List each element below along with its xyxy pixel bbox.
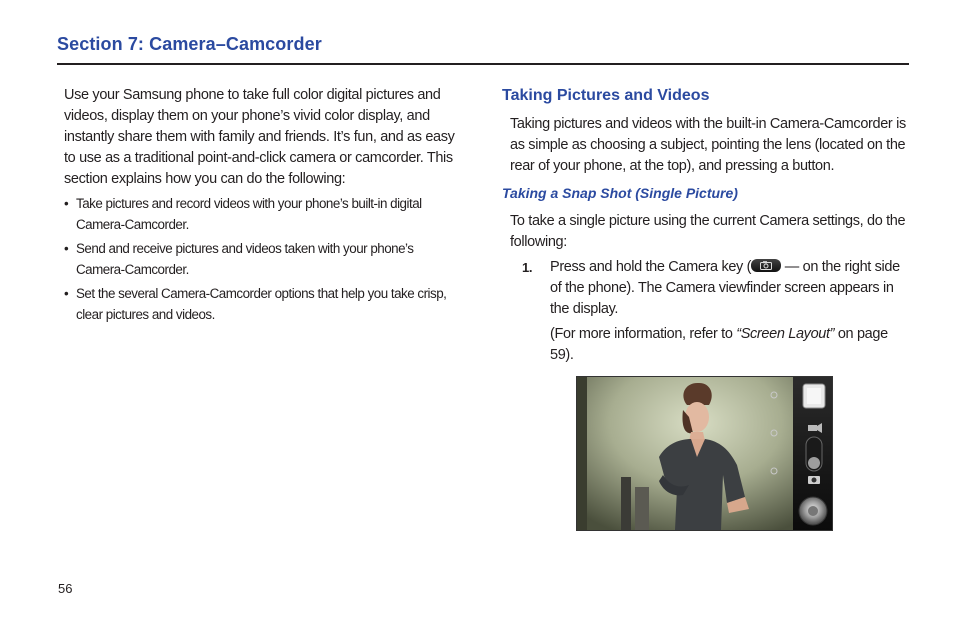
subsection-heading: Taking a Snap Shot (Single Picture) bbox=[502, 185, 738, 201]
step-number: 1. bbox=[522, 260, 533, 275]
section-intro: Taking pictures and videos with the built-in Camera-Camcorder is as simple as choosing a subject, pointing the lens (located on the rear of your phone, at the top), and pressing a button. bbox=[510, 116, 906, 174]
step-text-after: — on the right side of the phone). The Camera viewfinder screen appears in the display. bbox=[550, 259, 900, 317]
intro-paragraph: Use your Samsung phone to take full color digital pictures and videos, display them on your phone’s vivid color display, and instantly share them with family and friends. It’s fun, and as easy to use as a traditional point-and-click camera or camcorder. This section explains how you can do the following: bbox=[64, 87, 455, 187]
screen-layout-link[interactable]: “Screen Layout” bbox=[736, 326, 835, 342]
header-rule bbox=[57, 63, 909, 65]
viewfinder-image bbox=[577, 377, 832, 530]
left-column bbox=[64, 85, 464, 329]
step-1 bbox=[522, 257, 912, 320]
step-text-before: Press and hold the Camera key ( bbox=[550, 259, 752, 275]
bullet-icon: • bbox=[64, 286, 69, 301]
list-item bbox=[64, 194, 464, 235]
list-item-text: Take pictures and record videos with your phone’s built-in digital Camera-Camcorder. bbox=[76, 196, 422, 232]
note-text-after: on page 59). bbox=[550, 326, 888, 363]
camera-key-icon bbox=[751, 259, 781, 272]
list-item-text: Send and receive pictures and videos taken with your phone’s Camera-Camcorder. bbox=[76, 241, 414, 277]
bullet-icon: • bbox=[64, 241, 69, 256]
note-text-before: (For more information, refer to bbox=[550, 326, 737, 342]
camera-viewfinder-screenshot bbox=[576, 376, 833, 531]
list-item bbox=[64, 239, 464, 280]
subsection-intro: To take a single picture using the current Camera settings, do the following: bbox=[510, 213, 906, 250]
list-item bbox=[64, 284, 464, 325]
section-heading: Taking Pictures and Videos bbox=[502, 87, 710, 104]
right-column bbox=[502, 85, 912, 366]
bullet-icon: • bbox=[64, 196, 69, 211]
section-title: Section 7: Camera–Camcorder bbox=[57, 34, 322, 54]
reference-note bbox=[550, 324, 912, 366]
list-item-text: Set the several Camera-Camcorder options that help you take crisp, clear pictures and videos. bbox=[76, 286, 447, 322]
feature-list bbox=[64, 194, 464, 325]
page-number: 56 bbox=[58, 581, 73, 596]
